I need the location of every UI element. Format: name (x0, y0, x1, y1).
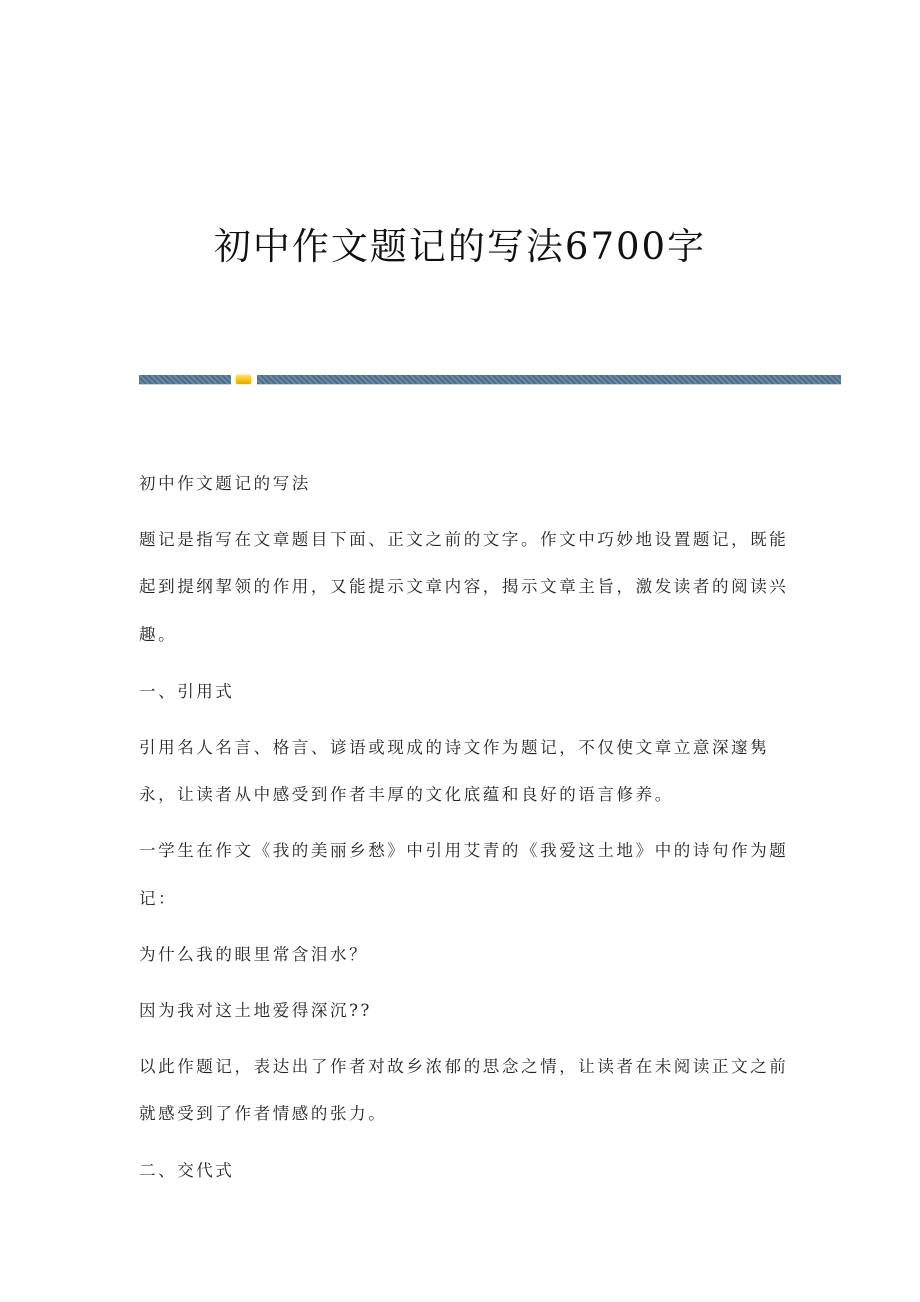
section-heading: 一、引用式 (139, 682, 235, 701)
divider-bar-left (139, 375, 231, 384)
paragraph-line: 题记是指写在文章题目下面、正文之前的文字。作文中巧妙地设置题记，既能 (139, 530, 789, 549)
quote-line: 为什么我的眼里常含泪水？ (139, 945, 369, 964)
paragraph-line: 趣。 (139, 625, 178, 644)
paragraph-line: 引用名人名言、格言、谚语或现成的诗文作为题记，不仅使文章立意深邃隽 (139, 738, 770, 757)
paragraph-line: 永，让读者从中感受到作者丰厚的文化底蕴和良好的语言修养。 (139, 785, 674, 804)
paragraph-line: 一学生在作文《我的美丽乡愁》中引用艾青的《我爱这土地》中的诗句作为题 (139, 841, 789, 860)
divider-ornament-icon (236, 375, 251, 384)
document-title: 初中作文题记的写法6700字 (213, 225, 707, 268)
quote-line: 因为我对这土地爱得深沉?? (139, 1001, 372, 1020)
paragraph-line: 记： (139, 889, 178, 908)
paragraph-line: 起到提纲挈领的作用，又能提示文章内容，揭示文章主旨，激发读者的阅读兴 (139, 577, 789, 596)
paragraph-line: 以此作题记，表达出了作者对故乡浓郁的思念之情，让读者在未阅读正文之前 (139, 1057, 789, 1076)
section-heading: 二、交代式 (139, 1161, 235, 1180)
paragraph-line: 就感受到了作者情感的张力。 (139, 1104, 388, 1123)
divider-bar-right (257, 375, 841, 384)
title-divider (139, 375, 841, 384)
section-heading: 初中作文题记的写法 (139, 474, 311, 493)
